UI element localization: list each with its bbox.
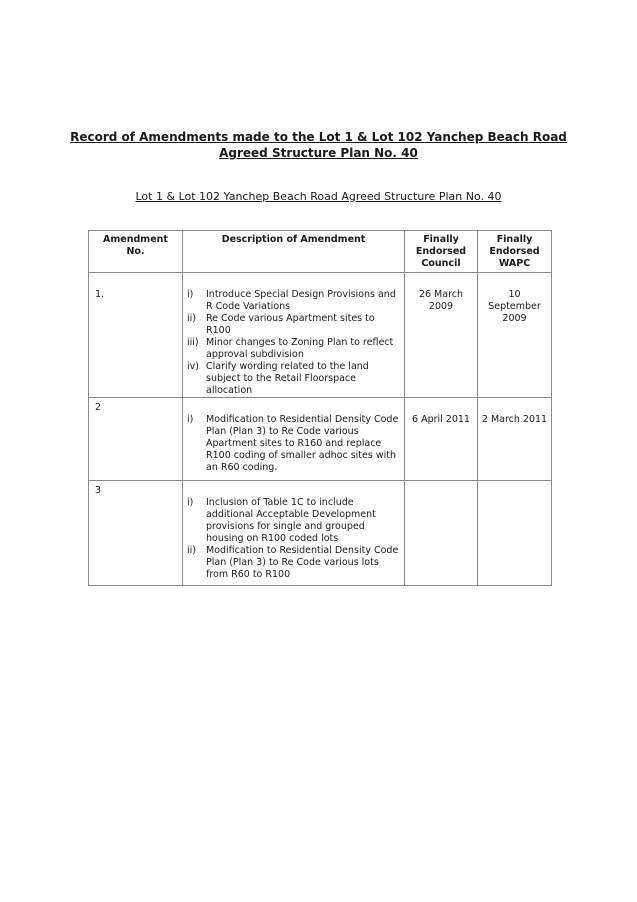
date-line: 2009 [428, 301, 454, 312]
structure-plan-subtitle: Lot 1 & Lot 102 Yanchep Beach Road Agreed Structure Plan No. 40 [135, 190, 502, 203]
list-item [187, 337, 400, 361]
table-row [89, 273, 552, 398]
list-text: Minor changes to Zoning Plan to reflect approval subdivision [206, 337, 394, 360]
amendment-description [183, 273, 405, 398]
council-endorsed-date [405, 273, 478, 398]
header-endorsed-council [405, 231, 478, 273]
list-marker: i) [187, 414, 194, 425]
list-item [187, 361, 400, 397]
header-line: WAPC [498, 258, 531, 269]
list-marker: i) [187, 289, 194, 300]
header-line: Description of Amendment [221, 234, 366, 245]
header-line: Council [421, 258, 461, 269]
list-marker: i) [187, 497, 194, 508]
document-title [60, 129, 577, 161]
header-line: No. [126, 246, 145, 257]
list-text: Modification to Residential Density Code Plan (Plan 3) to Re Code various Apartment sites to R160 and replace R100 coding of smaller adhoc sites with an R60 coding. [206, 414, 399, 473]
date-line: 2 March 2011 [481, 414, 548, 425]
header-line: Endorsed [489, 246, 540, 257]
list-marker: ii) [187, 545, 196, 556]
wapc-endorsed-date [478, 481, 552, 586]
council-endorsed-date [405, 398, 478, 481]
list-marker: iii) [187, 337, 199, 348]
date-line: 2009 [502, 313, 527, 324]
header-endorsed-wapc [478, 231, 552, 273]
date-line: September [488, 301, 541, 312]
header-line: Endorsed [415, 246, 467, 257]
list-item [187, 545, 400, 581]
date-line: 10 [508, 289, 521, 300]
list-marker: iv) [187, 361, 199, 372]
amendments-table [88, 230, 552, 586]
list-text: Inclusion of Table 1C to include additional Acceptable Development provisions for single and grouped housing on R100 coded lots [206, 497, 376, 544]
list-text: Re Code various Apartment sites to R100 [206, 313, 375, 336]
date-line: 6 April 2011 [412, 414, 470, 425]
date-line: 26 March [418, 289, 464, 300]
list-text: Introduce Special Design Provisions and R Code Variations [206, 289, 396, 312]
table-row [89, 398, 552, 481]
header-line: Finally [496, 234, 533, 245]
list-text: Modification to Residential Density Code Plan (Plan 3) to Re Code various lots from R60 to R100 [206, 545, 399, 580]
header-description [183, 231, 405, 273]
header-amendment-no [89, 231, 183, 273]
list-text: Clarify wording related to the land subject to the Retail Floorspace allocation [206, 361, 369, 396]
council-endorsed-date [405, 481, 478, 586]
header-line: Finally [423, 234, 459, 245]
list-item [187, 289, 400, 313]
list-item [187, 313, 400, 337]
list-item [187, 414, 400, 474]
title-line-1: Record of Amendments made to the Lot 1 & Lot 102 Yanchep Beach Road [70, 130, 567, 144]
amendment-number: 1. [89, 273, 183, 398]
header-line: Amendment [103, 234, 168, 245]
amendment-description [183, 481, 405, 586]
wapc-endorsed-date [478, 398, 552, 481]
amendment-description [183, 398, 405, 481]
list-item [187, 497, 400, 545]
amendment-number: 3 [89, 481, 183, 586]
table-header-row [89, 231, 552, 273]
table-row [89, 481, 552, 586]
title-line-2: Agreed Structure Plan No. 40 [219, 146, 418, 160]
wapc-endorsed-date [478, 273, 552, 398]
amendment-number: 2 [89, 398, 183, 481]
list-marker: ii) [187, 313, 196, 324]
